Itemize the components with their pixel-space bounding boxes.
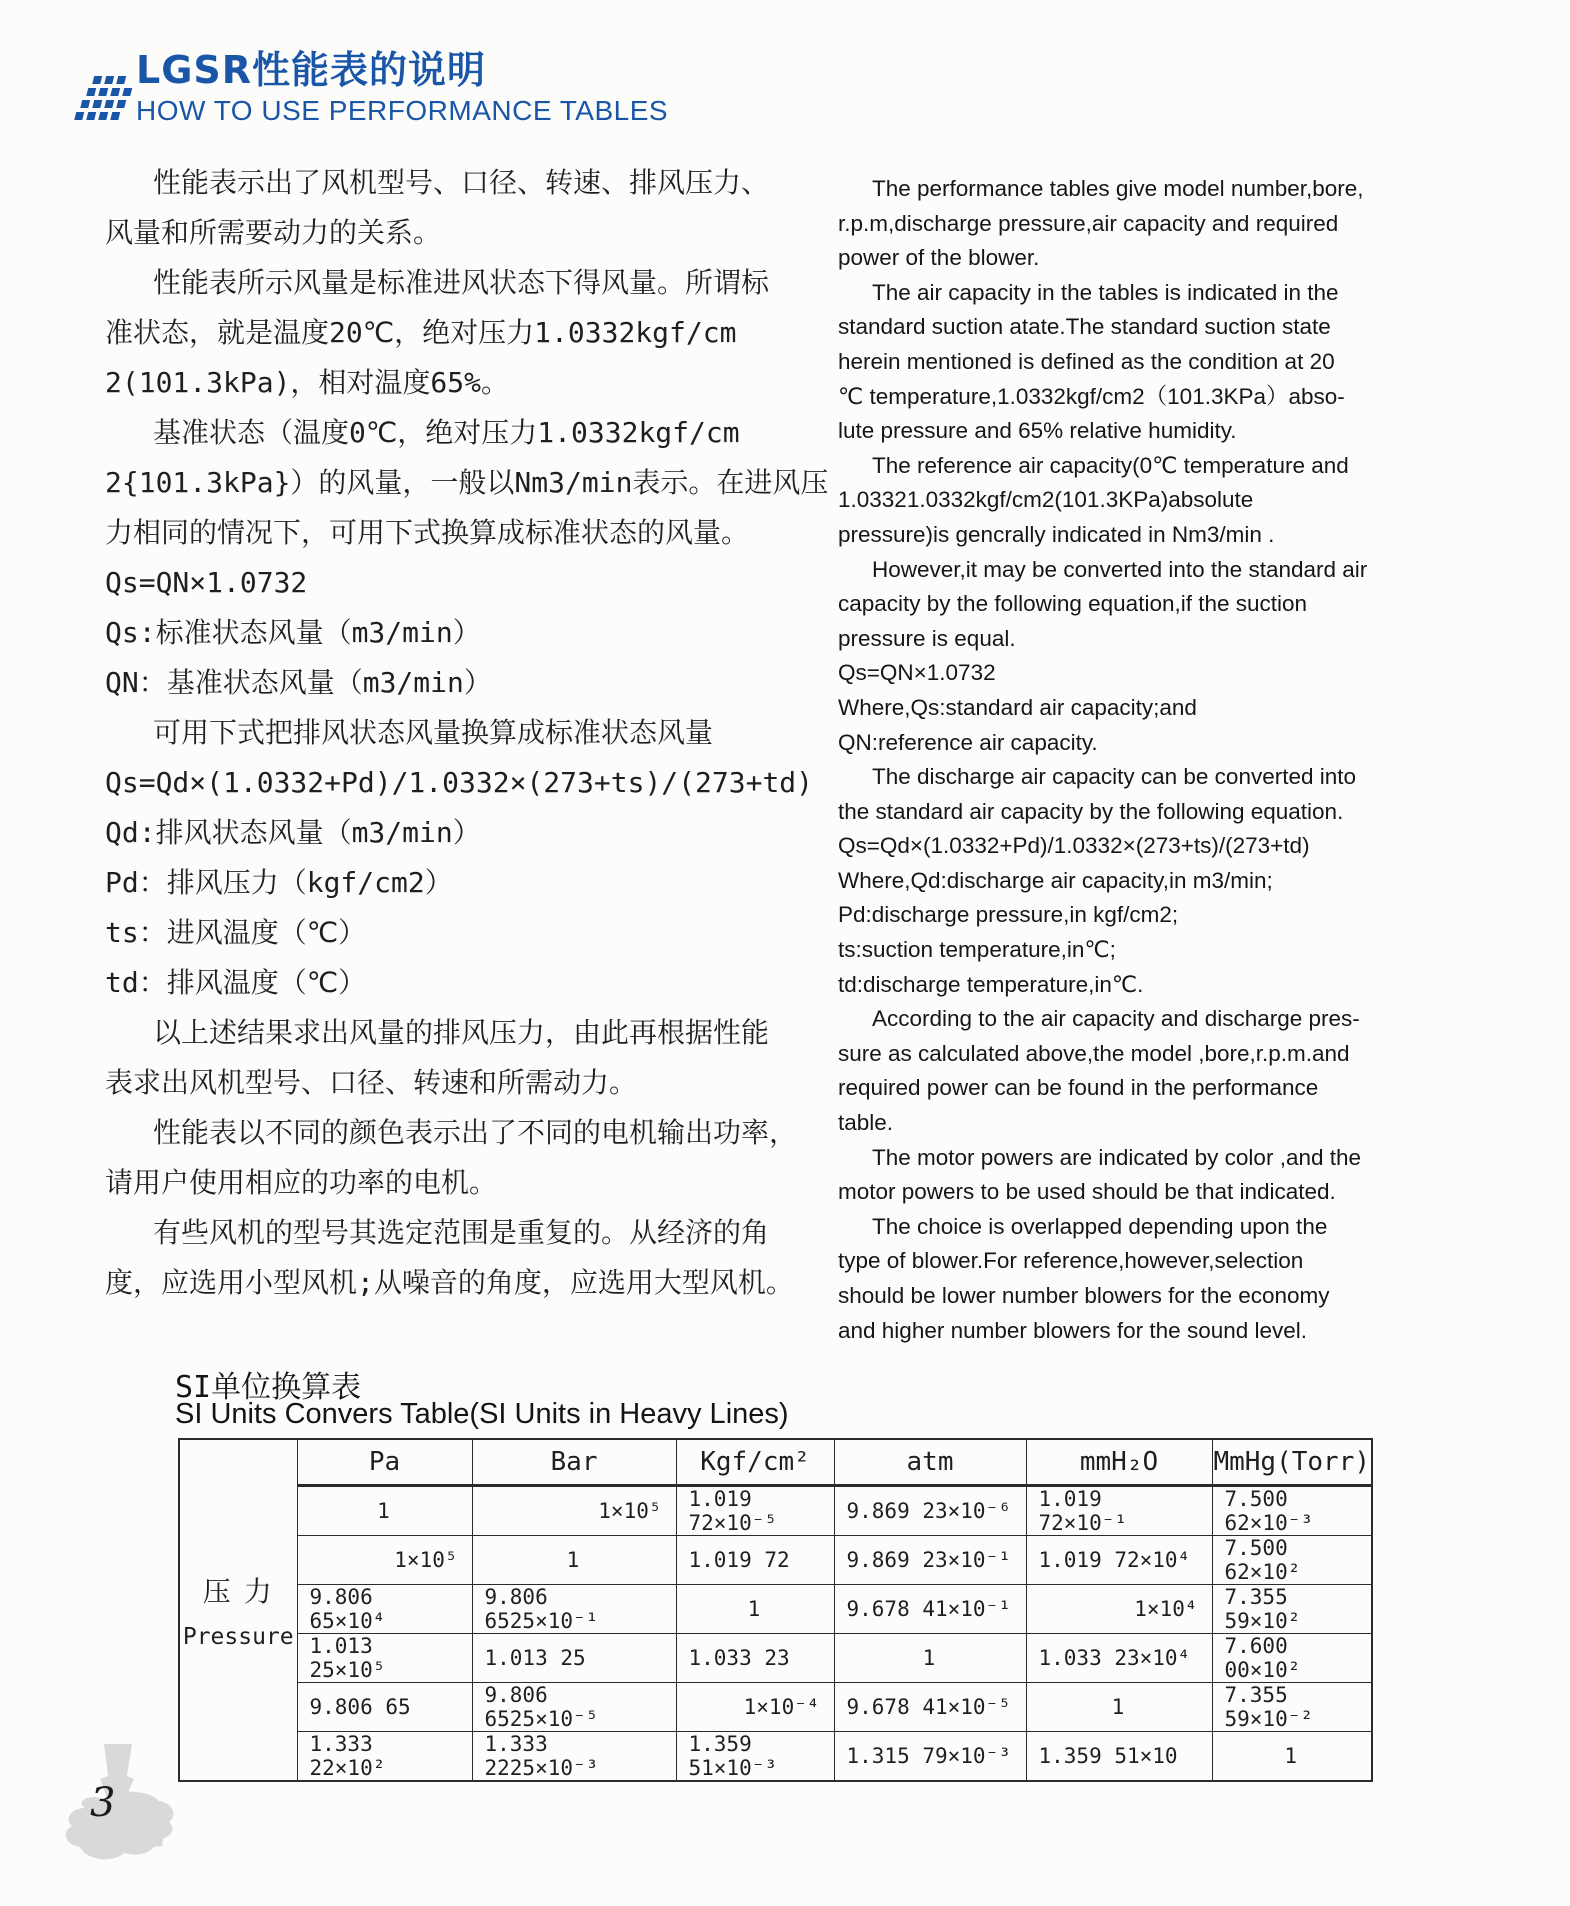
dot-square — [74, 112, 84, 120]
text-line-zh: 风量和所需要动力的关系。 — [105, 216, 442, 249]
text-line-en: ts:suction temperature,in℃; — [838, 937, 1116, 963]
dot-square — [92, 100, 102, 108]
dot-square — [98, 88, 108, 96]
si-units-conversion-table — [178, 1438, 1373, 1782]
text-line-zh: Qs=Qd×(1.0332+Pd)/1.0332×(273+ts)/(273+td) — [105, 766, 814, 799]
table-cell: 1×10⁴ — [1026, 1585, 1212, 1634]
text-line-en: The performance tables give model number,bore, — [872, 176, 1364, 201]
dots-grid-row — [80, 88, 140, 96]
text-line-zh: Qs:标准状态风量（m3/min） — [105, 616, 481, 649]
text-line-en: Qs=Qd×(1.0332+Pd)/1.0332×(273+ts)/(273+td) — [838, 833, 1310, 859]
table-cell: 1×10⁵ — [472, 1486, 676, 1536]
english-text-column — [838, 172, 1403, 1348]
text-line-en: ℃ temperature,1.0332kgf/cm2（101.3KPa）abso- — [838, 383, 1345, 409]
table-cell: 9.806 65 — [297, 1683, 472, 1732]
text-line-zh: 表求出风机型号、口径、转速和所需动力。 — [105, 1066, 638, 1099]
text-line-en: Qs=QN×1.0732 — [838, 660, 996, 686]
table-cell: 1.033 23 — [676, 1634, 834, 1683]
text-line-en: Pd:discharge pressure,in kgf/cm2; — [838, 902, 1179, 928]
text-line-en: required power can be found in the performance — [838, 1075, 1319, 1101]
text-line-en: According to the air capacity and discharge pres- — [872, 1006, 1360, 1032]
text-line-zh: 以上述结果求出风量的排风压力，由此再根据性能 — [153, 1016, 770, 1049]
text-line-en: standard suction atate.The standard suction state — [838, 314, 1331, 340]
table-cell: 1 — [1212, 1732, 1372, 1782]
text-line-zh: 有些风机的型号其选定范围是重复的。从经济的角 — [153, 1216, 770, 1249]
dot-square — [116, 76, 126, 84]
page-header — [78, 48, 668, 128]
table-cell: 7.500 62×10² — [1212, 1536, 1372, 1585]
table-row — [179, 1486, 1372, 1536]
header-titles — [136, 48, 668, 128]
text-line-en: However,it may be converted into the standard air — [872, 556, 1368, 582]
dot-square — [110, 88, 120, 96]
text-line-zh: 基准状态（温度0℃，绝对压力1.0332kgf/cm — [153, 416, 740, 449]
table-cell: 9.678 41×10⁻¹ — [834, 1585, 1026, 1634]
table-cell: 1.359 51×10⁻³ — [676, 1732, 834, 1782]
dot-square — [104, 76, 114, 84]
table-cell: 1 — [834, 1634, 1026, 1683]
dot-square — [86, 112, 96, 120]
text-line-en: td:discharge temperature,in℃. — [838, 971, 1144, 997]
dot-square — [122, 88, 132, 96]
table-cell: 1.019 72×10⁻⁵ — [676, 1486, 834, 1536]
table-cell: 7.355 59×10² — [1212, 1585, 1372, 1634]
text-line-en: table. — [838, 1110, 894, 1136]
text-line-zh: 请用户使用相应的功率的电机。 — [105, 1166, 498, 1199]
text-line-en: sure as calculated above,the model ,bore,r.p.m.and — [838, 1040, 1350, 1066]
text-line-zh: 准状态，就是温度20℃，绝对压力1.0332kgf/cm — [105, 316, 737, 349]
table-row — [179, 1683, 1372, 1732]
text-line-zh: Pd：排风压力（kgf/cm2） — [105, 866, 453, 899]
page-title-zh: LGSR性能表的说明 — [136, 48, 487, 92]
column-header-bar: Bar — [472, 1439, 676, 1486]
dot-square — [104, 100, 114, 108]
dot-square — [110, 112, 120, 120]
text-line-en: Where,Qd:discharge air capacity,in m3/min; — [838, 867, 1273, 893]
text-line-en: power of the blower. — [838, 245, 1040, 271]
table-cell: 1 — [472, 1536, 676, 1585]
table-cell: 9.806 6525×10⁻⁵ — [472, 1683, 676, 1732]
text-line-zh: 2(101.3kPa)，相对温度65%。 — [105, 366, 510, 399]
table-cell: 9.678 41×10⁻⁵ — [834, 1683, 1026, 1732]
table-cell: 7.500 62×10⁻³ — [1212, 1486, 1372, 1536]
text-line-en: capacity by the following equation,if the suction — [838, 591, 1308, 617]
column-header-pa: Pa — [297, 1439, 472, 1486]
text-line-en: The motor powers are indicated by color ,and the — [872, 1144, 1362, 1170]
table-cell: 1 — [676, 1585, 834, 1634]
table-row — [179, 1732, 1372, 1782]
table-cell: 1.013 25×10⁵ — [297, 1634, 472, 1683]
table-row — [179, 1634, 1372, 1683]
footer-page-mark — [52, 1742, 192, 1902]
page-title-en: HOW TO USE PERFORMANCE TABLES — [136, 95, 669, 126]
table-cell: 9.869 23×10⁻⁶ — [834, 1486, 1026, 1536]
dot-square — [92, 76, 102, 84]
table-cell: 1.359 51×10 — [1026, 1732, 1212, 1782]
dot-square — [86, 88, 96, 96]
table-cell: 9.869 23×10⁻¹ — [834, 1536, 1026, 1585]
dots-grid-row — [74, 112, 134, 120]
table-cell: 1×10⁻⁴ — [676, 1683, 834, 1732]
table-cell: 1 — [1026, 1683, 1212, 1732]
text-line-en: The reference air capacity(0℃ temperature and — [872, 452, 1349, 478]
text-line-en: pressure)is gencrally indicated in Nm3/min . — [838, 521, 1275, 547]
text-line-en: the standard air capacity by the following equation. — [838, 798, 1344, 824]
dots-grid-row — [83, 76, 143, 84]
dots-grid-icon — [71, 76, 143, 134]
text-line-zh: Qd:排风状态风量（m3/min） — [105, 816, 481, 849]
si-table-title-zh: SI单位换算表 — [175, 1370, 362, 1405]
text-line-en: 1.03321.0332kgf/cm2(101.3KPa)absolute — [838, 487, 1254, 513]
text-line-en: QN:reference air capacity. — [838, 729, 1098, 755]
text-line-zh: ts：进风温度（℃） — [105, 916, 367, 949]
page-number: 3 — [90, 1780, 116, 1826]
dots-grid-row — [77, 100, 137, 108]
text-line-en: pressure is equal. — [838, 625, 1016, 651]
text-line-zh: 2{101.3kPa}）的风量，一般以Nm3/min表示。在进风压 — [105, 466, 829, 499]
table-cell: 1 — [297, 1486, 472, 1536]
column-header-kgfcm: Kgf/cm² — [676, 1439, 834, 1486]
text-line-en: motor powers to be used should be that indicated. — [838, 1179, 1336, 1205]
text-line-zh: 度，应选用小型风机;从噪音的角度，应选用大型风机。 — [105, 1266, 794, 1299]
text-line-en: and higher number blowers for the sound level. — [838, 1317, 1308, 1343]
text-line-zh: Qs=QN×1.0732 — [105, 566, 308, 599]
text-line-en: should be lower number blowers for the economy — [838, 1283, 1330, 1308]
table-cell: 1.333 2225×10⁻³ — [472, 1732, 676, 1782]
dot-square — [80, 100, 90, 108]
text-line-zh: td：排风温度（℃） — [105, 966, 367, 999]
blower-silhouette-icon — [52, 1742, 192, 1902]
text-line-zh: 可用下式把排风状态风量换算成标准状态风量 — [153, 716, 714, 749]
text-line-en: herein mentioned is defined as the condition at 20 — [838, 348, 1335, 374]
table-cell: 7.600 00×10² — [1212, 1634, 1372, 1683]
text-line-en: The discharge air capacity can be converted into — [872, 764, 1357, 790]
text-line-zh: QN：基准状态风量（m3/min） — [105, 666, 492, 699]
text-line-en: The choice is overlapped depending upon the — [872, 1213, 1328, 1239]
row-header-zh: 压 力 — [202, 1575, 274, 1608]
column-header-mmhgtorr: MmHg(Torr) — [1212, 1439, 1372, 1486]
table-cell: 7.355 59×10⁻² — [1212, 1683, 1372, 1732]
table-row — [179, 1585, 1372, 1634]
table-cell: 1.019 72×10⁴ — [1026, 1536, 1212, 1585]
text-line-en: lute pressure and 65% relative humidity. — [838, 418, 1237, 444]
row-header-en: Pressure — [182, 1624, 294, 1650]
si-table-title-en: SI Units Convers Table(SI Units in Heavy Lines) — [175, 1398, 789, 1430]
column-header-atm: atm — [834, 1439, 1026, 1486]
table-cell: 9.806 65×10⁴ — [297, 1585, 472, 1634]
table-cell: 1.013 25 — [472, 1634, 676, 1683]
text-line-en: r.p.m,discharge pressure,air capacity and required — [838, 210, 1339, 236]
text-line-zh: 性能表所示风量是标准进风状态下得风量。所谓标 — [153, 266, 770, 299]
table-cell: 1×10⁵ — [297, 1536, 472, 1585]
table-cell: 1.019 72×10⁻¹ — [1026, 1486, 1212, 1536]
text-line-zh: 力相同的情况下，可用下式换算成标准状态的风量。 — [105, 516, 750, 549]
table-cell: 1.333 22×10² — [297, 1732, 472, 1782]
text-line-en: type of blower.For reference,however,selection — [838, 1248, 1304, 1274]
dot-square — [116, 100, 126, 108]
row-header-pressure — [179, 1439, 297, 1781]
table-header-row — [179, 1439, 1372, 1486]
table-cell: 1.315 79×10⁻³ — [834, 1732, 1026, 1782]
table-row — [179, 1536, 1372, 1585]
table-cell: 9.806 6525×10⁻¹ — [472, 1585, 676, 1634]
chinese-text-column — [105, 158, 829, 1308]
table-cell: 1.019 72 — [676, 1536, 834, 1585]
text-line-zh: 性能表示出了风机型号、口径、转速、排风压力、 — [153, 166, 770, 199]
column-header-mmho: mmH₂O — [1026, 1439, 1212, 1486]
text-line-zh: 性能表以不同的颜色表示出了不同的电机输出功率， — [153, 1116, 798, 1149]
table-cell: 1.033 23×10⁴ — [1026, 1634, 1212, 1683]
text-line-en: Where,Qs:standard air capacity;and — [838, 694, 1197, 720]
text-line-en: The air capacity in the tables is indicated in the — [872, 279, 1339, 305]
dot-square — [98, 112, 108, 120]
